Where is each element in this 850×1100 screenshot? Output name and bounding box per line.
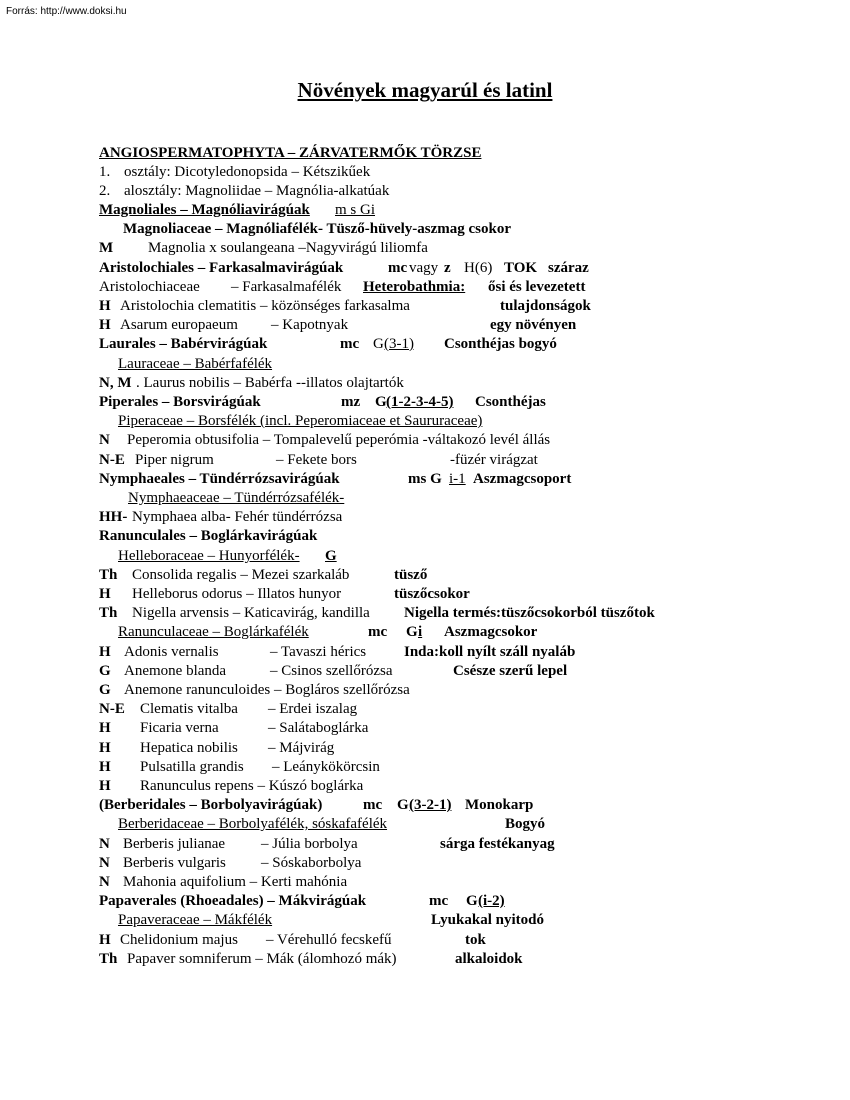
life-form: H xyxy=(99,720,111,736)
formula: G xyxy=(373,336,384,352)
species-name: Anemone blanda xyxy=(124,663,227,679)
note: száraz xyxy=(548,260,589,276)
formula: G xyxy=(466,893,478,909)
species-name: Chelidonium majus xyxy=(120,932,238,948)
species-name: Adonis vernalis xyxy=(124,644,219,660)
division-heading: ANGIOSPERMATOPHYTA – ZÁRVATERMŐK TÖRZSE xyxy=(99,145,482,161)
fruit-type: tüsző xyxy=(394,567,428,583)
formula: mc xyxy=(388,260,408,276)
life-form: N xyxy=(99,855,110,871)
term: Heterobathmia: xyxy=(363,279,466,295)
life-form: N xyxy=(99,836,110,852)
fruit-type: Csonthéjas xyxy=(475,394,546,410)
fruit-type: Aszmagcsokor xyxy=(444,624,538,640)
species-name: Mahonia aquifolium – Kerti mahónia xyxy=(123,874,348,890)
fruit-type: Aszmagcsoport xyxy=(473,471,572,487)
formula: i-1 xyxy=(449,471,466,487)
species-name: Berberis julianae xyxy=(123,836,226,852)
order-name: (Berberidales – Borbolyavirágúak) xyxy=(99,797,323,813)
formula: G xyxy=(406,624,418,640)
species-name: Papaver somniferum – Mák (álomhozó mák) xyxy=(127,951,397,967)
formula: (3-2-1) xyxy=(409,797,452,813)
fruit-type: tok xyxy=(465,932,486,948)
order-name: Papaverales (Rhoeadales) – Mákvirágúak xyxy=(99,893,367,909)
formula: mc xyxy=(368,624,388,640)
species-name-hu: – Vérehulló fecskefű xyxy=(266,932,392,948)
life-form: G xyxy=(99,682,111,698)
species-name: Asarum europaeum xyxy=(120,317,238,333)
life-form: Th xyxy=(99,951,118,967)
page-title: Növények magyarúl és latinl xyxy=(297,78,553,102)
species-name: . Laurus nobilis – Babérfa --illatos olajtartók xyxy=(136,375,404,391)
formula: (i-2) xyxy=(478,893,505,909)
formula-text: vagy xyxy=(409,260,439,276)
life-form: N-E xyxy=(99,701,125,717)
family-name: Lauraceae – Babérfafélék xyxy=(118,356,273,372)
family-name-hu: – Farkasalmafélék xyxy=(231,279,342,295)
life-form: N, M xyxy=(99,375,132,391)
species-name: Hepatica nobilis xyxy=(140,740,238,756)
species-name-hu: – Tavaszi hérics xyxy=(270,644,367,660)
life-form: N-E xyxy=(99,452,125,468)
species-name-hu: – Fekete bors xyxy=(276,452,357,468)
family-name: Ranunculaceae – Boglárkafélék xyxy=(118,624,309,640)
fruit-type: Csonthéjas bogyó xyxy=(444,336,557,352)
formula: mc xyxy=(340,336,360,352)
species-name: Magnolia x soulangeana –Nagyvirágú liliomfa xyxy=(148,240,428,256)
species-name: Aristolochia clematitis – közönséges farkasalma xyxy=(120,298,410,314)
fruit-type: Bogyó xyxy=(505,816,546,832)
formula: z xyxy=(444,260,451,276)
note: Inda:koll nyílt száll nyaláb xyxy=(404,644,576,660)
order-name: Aristolochiales – Farkasalmavirágúak xyxy=(99,260,344,276)
species-name: Nymphaea alba- Fehér tündérrózsa xyxy=(132,509,343,525)
species-name: Ranunculus repens – Kúszó boglárka xyxy=(140,778,364,794)
life-form: N xyxy=(99,874,110,890)
life-form: H xyxy=(99,586,111,602)
formula: (3-1) xyxy=(384,336,414,352)
list-number: 2. xyxy=(99,183,111,199)
note: Csésze szerű lepel xyxy=(453,663,568,679)
note: -füzér virágzat xyxy=(450,452,538,468)
species-name-hu: – Májvirág xyxy=(268,740,335,756)
note: Nigella termés:tüszőcsokorból tüszőtok xyxy=(404,605,655,621)
life-form: Th xyxy=(99,605,118,621)
species-name: Pulsatilla grandis xyxy=(140,759,244,775)
order-name: Piperales – Borsvirágúak xyxy=(99,394,261,410)
family-name: Berberidaceae – Borbolyafélék, sóskafafélék xyxy=(118,816,388,832)
list-number: 1. xyxy=(99,164,111,180)
fruit-type: tüszőcsokor xyxy=(394,586,470,602)
formula: ms G xyxy=(408,471,442,487)
formula: i xyxy=(418,624,423,640)
order-name: Ranunculales – Boglárkavirágúak xyxy=(99,528,318,544)
life-form: G xyxy=(99,663,111,679)
order-name: Magnoliales – Magnóliavirágúak xyxy=(99,202,310,218)
species-name: Peperomia obtusifolia – Tompalevelű peperómia -váltakozó levél állás xyxy=(127,432,551,448)
family-name: Papaveraceae – Mákfélék xyxy=(118,912,273,928)
family-name: Aristolochiaceae xyxy=(99,279,200,295)
species-name-hu: – Júlia borbolya xyxy=(261,836,358,852)
life-form: H xyxy=(99,740,111,756)
formula: H(6) xyxy=(464,260,493,276)
species-name: Clematis vitalba xyxy=(140,701,238,717)
formula: mc xyxy=(363,797,383,813)
life-form: H xyxy=(99,778,111,794)
species-name-hu: – Csinos szellőrózsa xyxy=(270,663,393,679)
formula: m s Gi xyxy=(335,202,376,218)
life-form: H xyxy=(99,298,111,314)
note: alkaloidok xyxy=(455,951,523,967)
species-name: Ficaria verna xyxy=(140,720,219,736)
species-name-hu: – Salátaboglárka xyxy=(268,720,369,736)
family-name: Nymphaeaceae – Tündérrózsafélék- xyxy=(128,490,345,506)
species-name: Consolida regalis – Mezei szarkaláb xyxy=(132,567,350,583)
fruit-type: TOK xyxy=(504,260,538,276)
list-text: osztály: Dicotyledonopsida – Kétszikűek xyxy=(124,164,371,180)
note: egy növényen xyxy=(490,317,577,333)
species-name: Anemone ranunculoides – Bogláros szellőrózsa xyxy=(124,682,410,698)
species-name: Piper nigrum xyxy=(135,452,214,468)
note: Lyukakal nyitodó xyxy=(431,912,544,928)
life-form: Th xyxy=(99,567,118,583)
formula: mc xyxy=(429,893,449,909)
life-form: H xyxy=(99,932,111,948)
species-name: Nigella arvensis – Katicavirág, kandilla xyxy=(132,605,370,621)
list-text: alosztály: Magnoliidae – Magnólia-alkatúak xyxy=(124,183,390,199)
order-name: Nymphaeales – Tündérrózsavirágúak xyxy=(99,471,340,487)
species-name-hu: – Leánykökörcsin xyxy=(272,759,380,775)
species-name: Berberis vulgaris xyxy=(123,855,226,871)
species-name: Helleborus odorus – Illatos hunyor xyxy=(132,586,342,602)
family-name: Helleboraceae – Hunyorfélék- xyxy=(118,548,300,564)
life-form: M xyxy=(99,240,114,256)
life-form: H xyxy=(99,644,111,660)
formula: mz xyxy=(341,394,361,410)
note: Monokarp xyxy=(465,797,534,813)
formula: G xyxy=(375,394,387,410)
life-form: HH- xyxy=(99,509,128,525)
note: ősi és levezetett xyxy=(488,279,586,295)
species-name-hu: – Sóskaborbolya xyxy=(261,855,362,871)
species-name-hu: – Erdei iszalag xyxy=(268,701,358,717)
family-name: Magnoliaceae – Magnóliafélék- Tüsző-hüvely-aszmag csokor xyxy=(123,221,512,237)
life-form: H xyxy=(99,317,111,333)
formula: G xyxy=(397,797,409,813)
life-form: H xyxy=(99,759,111,775)
life-form: N xyxy=(99,432,110,448)
family-name: Piperaceae – Borsfélék (incl. Peperomiaceae et Saururaceae) xyxy=(118,413,483,429)
formula: (1-2-3-4-5) xyxy=(386,394,454,410)
note: sárga festékanyag xyxy=(440,836,555,852)
source-caption: Forrás: http://www.doksi.hu xyxy=(6,6,127,17)
species-name-hu: – Kapotnyak xyxy=(271,317,349,333)
order-name: Laurales – Babérvirágúak xyxy=(99,336,268,352)
note: tulajdonságok xyxy=(500,298,591,314)
formula: G xyxy=(325,548,337,564)
